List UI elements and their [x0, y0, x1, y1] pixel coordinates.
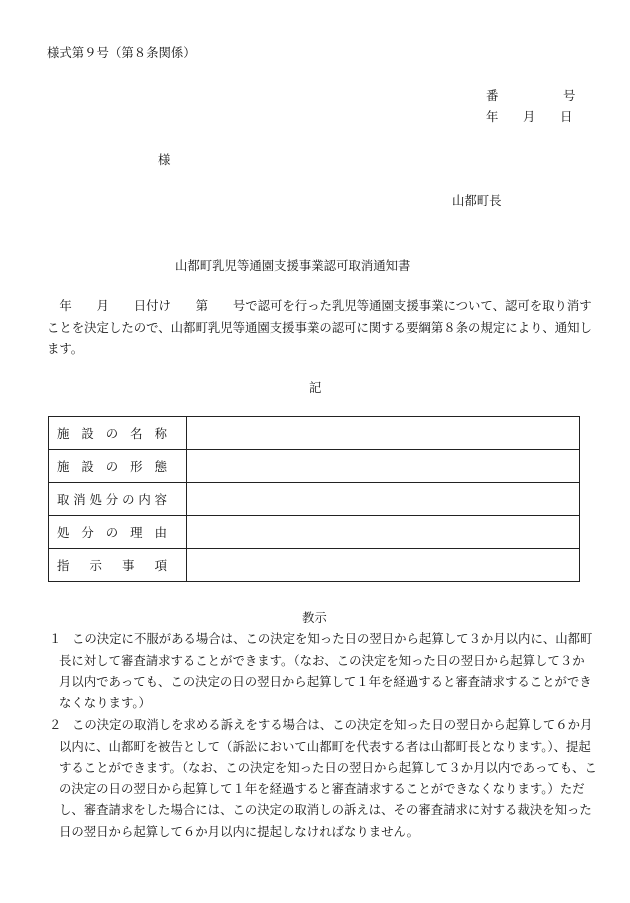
row-label-char: 設 [81, 459, 94, 474]
row-value-cell[interactable] [187, 516, 580, 549]
row-label [57, 424, 167, 442]
table-row [49, 549, 580, 582]
number-suffix: 号 [563, 88, 576, 103]
row-label-char: 処 [89, 492, 102, 507]
instruction-line: 月以内であっても、この決定の日の翌日から起算して１年を経過すると審査請求することができ [59, 674, 592, 689]
row-label-char: の [105, 525, 119, 540]
row-label-char: 分 [105, 492, 119, 507]
row-label-char: 示 [89, 558, 102, 573]
row-label-char: 分 [81, 525, 94, 540]
row-label-char: 項 [154, 558, 167, 573]
table-row [49, 450, 580, 483]
row-value-cell[interactable] [187, 549, 580, 582]
table-row [49, 417, 580, 450]
date-day: 日 [560, 109, 573, 124]
date-month: 月 [523, 109, 536, 124]
row-value-cell[interactable] [187, 417, 580, 450]
form-number: 様式第９号（第８条関係） [47, 45, 196, 60]
instruction-line: の決定の日の翌日から起算して１年を経過すると審査請求することができなくなります。）ただ [59, 781, 585, 796]
number-label: 番 [486, 88, 499, 103]
row-label [57, 556, 167, 574]
row-value-cell[interactable] [187, 450, 580, 483]
record-table [48, 416, 580, 582]
row-label-cell [49, 483, 187, 516]
row-label-cell [49, 516, 187, 549]
row-label-char: の [105, 426, 119, 441]
row-label [57, 523, 167, 541]
body-line: ことを決定したので、山都町乳児等通園支援事業の認可に関する要綱第８条の規定により、通知し [47, 320, 592, 335]
ki-heading: 記 [309, 380, 322, 395]
date-year: 年 [486, 109, 499, 124]
row-label-char: 形 [130, 459, 143, 474]
row-label-char: 理 [130, 525, 143, 540]
row-label-char: 設 [81, 426, 94, 441]
row-label-char: 由 [154, 525, 167, 540]
instruction-number: １ [49, 631, 62, 646]
row-label [57, 490, 167, 508]
row-label-char: の [122, 492, 135, 507]
row-label-cell [49, 549, 187, 582]
row-label-char: 容 [154, 492, 167, 507]
instruction-line: この決定の取消しを求める訴えをする場合は、この決定を知った日の翌日から起算して６か月 [72, 717, 593, 732]
row-label-char: 指 [57, 558, 70, 573]
instruction-line: し、審査請求をした場合には、この決定の取消しの訴えは、その審査請求に対する裁決を知った [59, 802, 592, 817]
row-label-char: 態 [154, 459, 167, 474]
row-label-char: 処 [57, 525, 70, 540]
instruction-line: なくなります。） [59, 695, 151, 710]
table-row [49, 483, 580, 516]
row-label-char: 取 [57, 492, 70, 507]
addressee-suffix: 様 [158, 152, 171, 167]
row-label-char: 名 [130, 426, 143, 441]
instruction-number: ２ [49, 717, 62, 732]
instruction-heading: 教示 [302, 610, 327, 625]
row-label-char: 称 [154, 426, 167, 441]
row-label-cell [49, 417, 187, 450]
instruction-line: 長に対して審査請求することができます。（なお、この決定を知った日の翌日から起算して３か [59, 653, 585, 668]
row-label-cell [49, 450, 187, 483]
instruction-line: 日の翌日から起算して６か月以内に提起しなければなりません。 [59, 824, 420, 839]
issuer: 山都町長 [452, 193, 502, 208]
body-line: ます。 [47, 341, 84, 356]
row-label-char: の [105, 459, 119, 474]
body-line: 年 月 日付け 第 号で認可を行った乳児等通園支援事業について、認可を取り消す [47, 298, 592, 313]
table-row [49, 516, 580, 549]
row-label-char: 内 [138, 492, 151, 507]
instruction-line: この決定に不服がある場合は、この決定を知った日の翌日から起算して３か月以内に、山都町 [72, 631, 593, 646]
row-label-char: 施 [57, 459, 70, 474]
row-label-char: 事 [122, 558, 135, 573]
row-value-cell[interactable] [187, 483, 580, 516]
row-label-char: 消 [73, 492, 86, 507]
row-label-char: 施 [57, 426, 70, 441]
row-label [57, 457, 167, 475]
document-title: 山都町乳児等通園支援事業認可取消通知書 [175, 258, 411, 273]
instruction-line: 以内に、山都町を被告として（訴訟において山都町を代表する者は山都町長となります。）、提起 [59, 739, 591, 754]
instruction-line: することができます。（なお、この決定を知った日の翌日から起算して３か月以内であっても、こ [59, 760, 597, 775]
